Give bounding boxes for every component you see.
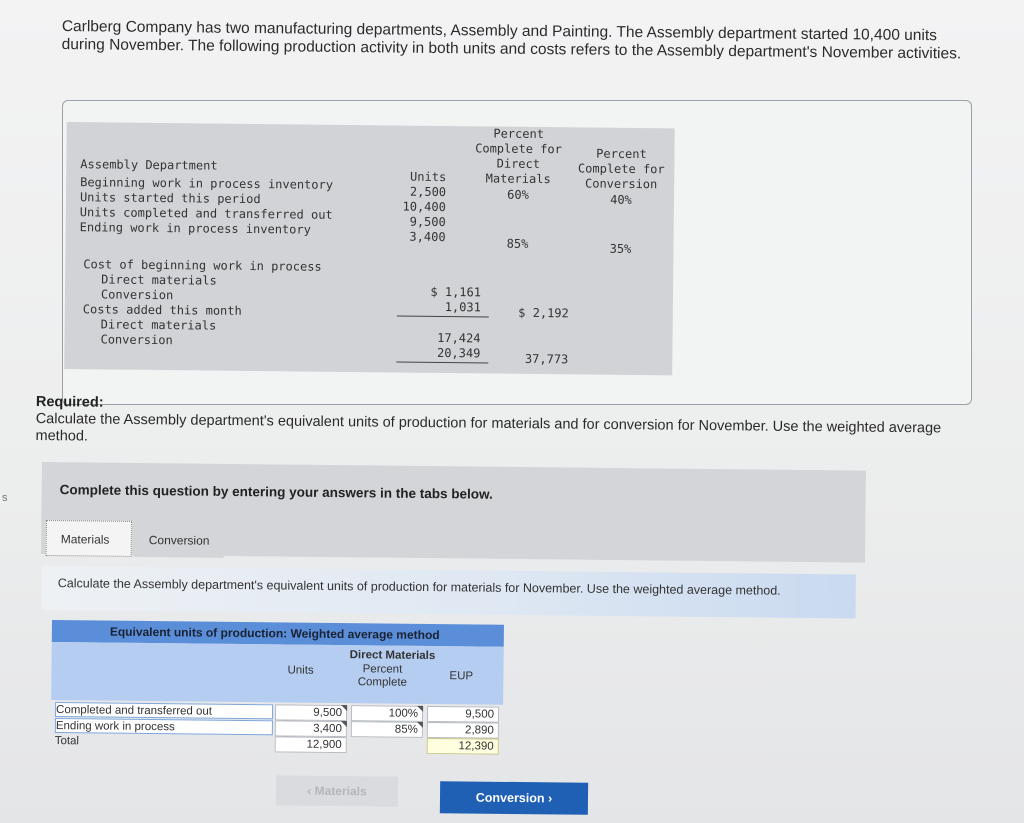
eu-group-header: Direct Materials: [349, 649, 436, 663]
pct-conversion-beginning: 40%: [610, 192, 632, 207]
cost-added-title: Costs added this month: [82, 302, 242, 318]
cost-beg-total: $ 2,192: [518, 305, 569, 321]
units-beginning-wip: 2,500: [409, 184, 447, 200]
section-title: Assembly Department: [80, 157, 218, 173]
cost-beginning-title: Cost of beginning work in process: [83, 257, 322, 274]
eu-eup-total: 12,390: [427, 738, 499, 755]
eu-percent-total: [351, 737, 423, 754]
eu-percent-completed-input[interactable]: 100%: [351, 705, 423, 722]
pct-conversion-ending: 35%: [609, 241, 632, 256]
prev-tab-button[interactable]: [276, 775, 398, 806]
cost-add-dm-value: 17,424: [437, 330, 481, 346]
row-label-ending-wip: Ending work in process inventory: [79, 220, 311, 237]
cost-add-total: 37,773: [524, 351, 569, 367]
required-text: Calculate the Assembly department's equivalent units of production for materials and for conversion for November. Use the weighted average method.: [35, 410, 942, 445]
eu-col-percent: Percent Complete: [357, 663, 408, 689]
margin-mark: s: [2, 492, 8, 504]
units-completed: 9,500: [409, 214, 446, 230]
eu-row-label-ending-wip: Ending work in process: [55, 718, 273, 735]
row-label-units-completed: Units completed and transferred out: [79, 205, 333, 222]
units-started: 10,400: [402, 199, 446, 215]
eu-col-units: Units: [287, 664, 314, 677]
chevron-left-icon: ‹: [307, 783, 312, 798]
cost-add-dm-label: Direct materials: [100, 317, 217, 333]
tab-materials[interactable]: Materials: [46, 520, 132, 557]
eu-col-eup: EUP: [449, 670, 474, 683]
row-label-units-started: Units started this period: [79, 190, 261, 207]
eu-units-completed-input[interactable]: 9,500: [275, 704, 347, 721]
pct-materials-header: Percent Complete for Direct Materials: [475, 126, 562, 187]
required-title: Required:: [35, 394, 104, 411]
pct-materials-beginning: 60%: [507, 187, 529, 202]
eu-units-ending-wip-input[interactable]: 3,400: [275, 720, 347, 737]
eu-percent-ending-wip-input[interactable]: 85%: [351, 721, 423, 738]
pct-materials-ending: 85%: [506, 236, 529, 251]
prev-tab-label: Materials: [314, 783, 367, 799]
problem-intro: Carlberg Company has two manufacturing departments, Assembly and Painting. The Assembly department started 10,400 units during November. The following production activity in both units and costs refers to the Assembly department's November activities.: [61, 18, 962, 63]
question-bar-text: Complete this question by entering your answers in the tabs below.: [59, 482, 493, 502]
units-ending-wip: 3,400: [409, 229, 446, 245]
eu-table-title: Equivalent units of production: Weighted average method: [52, 620, 504, 647]
next-tab-button[interactable]: [440, 781, 588, 815]
eu-units-total: 12,900: [275, 736, 347, 753]
cost-beg-dm-value: $ 1,161: [430, 284, 482, 300]
next-tab-label: Conversion: [475, 790, 545, 806]
cost-beg-conv-value: 1,031: [444, 300, 481, 315]
data-box: [62, 100, 972, 405]
instruction-panel: [42, 566, 856, 619]
tab-conversion[interactable]: Conversion: [134, 521, 224, 558]
row-label-beginning-wip: Beginning work in process inventory: [80, 175, 334, 192]
required-section: [35, 394, 955, 455]
cost-beg-conv-label: Conversion: [100, 287, 174, 303]
eu-eup-ending-wip: 2,890: [427, 722, 499, 739]
cost-add-conv-value: 20,349: [436, 345, 481, 361]
pct-conversion-header: Percent Complete for Conversion: [577, 146, 665, 192]
instruction-text: Calculate the Assembly department's equivalent units of production for materials for November. Use the weighted average method.: [57, 576, 781, 598]
cost-beg-dm-label: Direct materials: [101, 272, 217, 288]
chevron-right-icon: ›: [547, 791, 553, 806]
cost-add-conv-label: Conversion: [100, 332, 173, 348]
eu-row-label-total: Total: [54, 735, 80, 748]
units-header: Units: [410, 169, 447, 185]
eu-table-header: [51, 642, 504, 705]
eu-row-label-completed: Completed and transferred out: [55, 702, 273, 719]
eu-eup-completed: 9,500: [427, 706, 499, 723]
eu-table: [50, 620, 504, 775]
